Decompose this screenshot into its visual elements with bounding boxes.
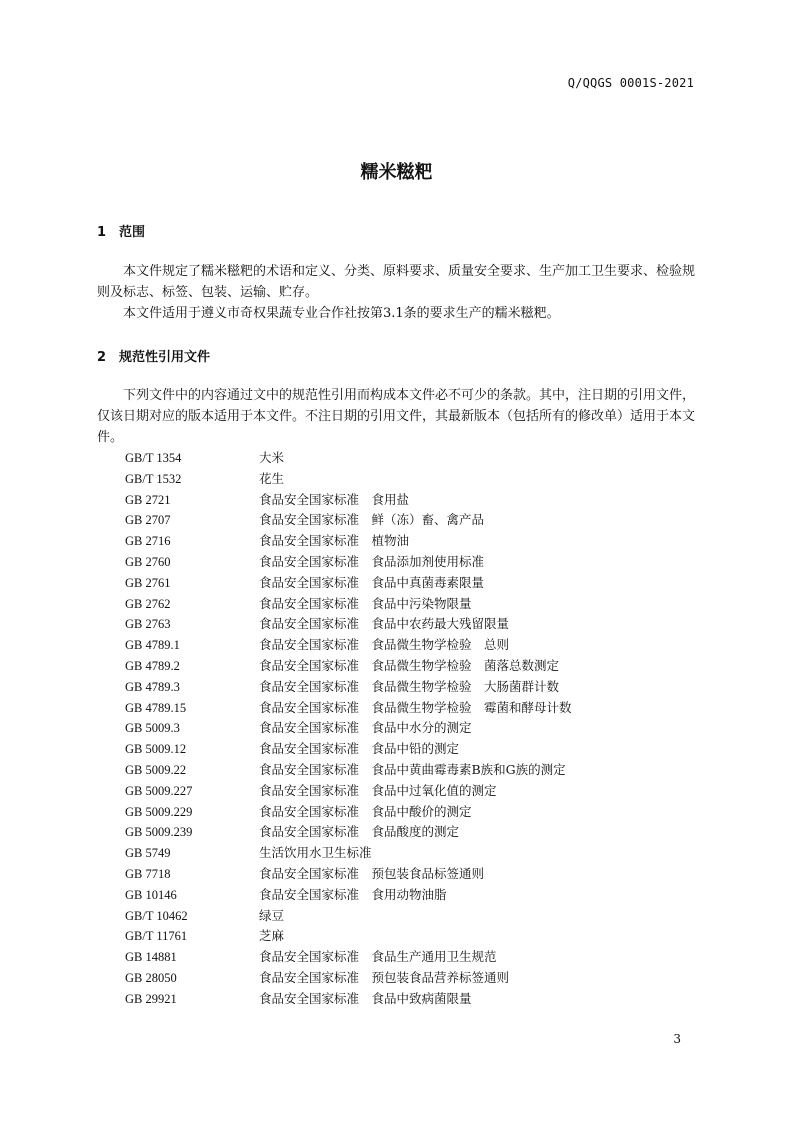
reference-code: GB 2762 [125,596,171,611]
section-number: 1 [97,225,107,240]
reference-code: GB 4789.15 [125,700,187,715]
document-title: 糯米糍粑 [360,162,433,183]
reference-code: GB 14881 [125,950,177,965]
reference-row [125,614,695,635]
reference-row [125,739,695,760]
reference-row [125,531,695,552]
reference-title: 花生 [259,470,285,486]
page-number: 3 [673,1032,681,1046]
reference-title: 食品安全国家标准 食品中过氧化值的测定 [259,782,497,798]
reference-row [125,760,695,781]
reference-row [125,573,695,594]
reference-title: 食品安全国家标准 食品中黄曲霉毒素B族和G族的测定 [259,761,566,777]
reference-code: GB 10146 [125,887,177,902]
reference-row [125,510,695,531]
reference-code: GB 2721 [125,492,171,507]
paragraph: 本文件规定了糯米糍粑的术语和定义、分类、原料要求、质量安全要求、生产加工卫生要求、检验规则及标志、标签、包装、运输、贮存。 [97,264,696,300]
reference-row [125,864,695,885]
reference-code: GB 29921 [125,991,177,1006]
reference-code: GB/T 11761 [125,929,188,944]
paragraph: 本文件适用于遵义市奇权果蔬专业合作社按第3.1条的要求生产的糯米糍粑。 [123,306,560,321]
reference-title: 食品安全国家标准 食品微生物学检验 大肠菌群计数 [259,678,560,694]
reference-code: GB 4789.2 [125,658,180,673]
reference-row [125,677,695,698]
section-2-body [97,385,695,448]
reference-row [125,802,695,823]
reference-row [125,906,695,927]
reference-title: 食品安全国家标准 食品微生物学检验 霉菌和酵母计数 [259,699,572,715]
reference-code: GB/T 1532 [125,471,182,486]
reference-code: GB 28050 [125,970,177,985]
reference-code: GB 5009.229 [125,804,193,819]
reference-row [125,635,695,656]
reference-title: 食品安全国家标准 食品中农药最大残留限量 [259,616,510,632]
paragraph: 下列文件中的内容通过文中的规范性引用而构成本文件必不可少的条款。其中，注日期的引用文件，仅该日期对应的版本适用于本文件。不注日期的引用文件，其最新版本（包括所有的修改单）适用于本文件。 [97,388,696,445]
reference-title: 食品安全国家标准 食用动物油脂 [259,886,447,902]
reference-list [125,448,695,1010]
section-title: 规范性引用文件 [119,350,211,365]
reference-code: GB 2716 [125,534,171,549]
reference-title: 食品安全国家标准 食品中真菌毒素限量 [259,574,485,590]
reference-row [125,656,695,677]
reference-title: 芝麻 [259,928,285,944]
reference-code: GB 2761 [125,575,171,590]
reference-code: GB/T 10462 [125,908,188,923]
section-number: 2 [97,350,107,365]
reference-title: 绿豆 [259,907,285,923]
reference-code: GB 2760 [125,554,171,569]
reference-code: GB 7718 [125,866,171,881]
section-2-heading [97,346,210,365]
reference-title: 食品安全国家标准 鲜（冻）畜、禽产品 [259,512,485,528]
reference-title: 食品安全国家标准 食品微生物学检验 菌落总数测定 [259,657,560,673]
reference-row [125,594,695,615]
reference-code: GB 2763 [125,617,171,632]
reference-row [125,926,695,947]
reference-title: 食品安全国家标准 食品中酸价的测定 [259,803,472,819]
reference-code: GB 2707 [125,513,171,528]
reference-code: GB 5009.239 [125,825,193,840]
section-title: 范围 [119,225,146,240]
reference-title: 食品安全国家标准 食用盐 [259,491,410,507]
reference-row [125,490,695,511]
reference-row [125,448,695,469]
reference-title: 食品安全国家标准 食品添加剂使用标准 [259,553,485,569]
reference-row [125,781,695,802]
reference-title: 食品安全国家标准 食品中水分的测定 [259,720,472,736]
section-1-body [97,261,695,324]
reference-title: 食品安全国家标准 食品生产通用卫生规范 [259,949,497,965]
reference-title: 食品安全国家标准 植物油 [259,533,410,549]
reference-row [125,718,695,739]
section-1-heading [97,221,145,240]
reference-code: GB 4789.1 [125,638,180,653]
reference-row [125,989,695,1010]
reference-code: GB 5749 [125,846,171,861]
reference-row [125,947,695,968]
reference-row [125,968,695,989]
reference-row [125,552,695,573]
reference-title: 食品安全国家标准 食品中污染物限量 [259,595,472,611]
reference-code: GB/T 1354 [125,451,182,465]
standard-code: Q/QQGS 0001S-2021 [567,76,694,90]
reference-title: 食品安全国家标准 食品中铅的测定 [259,741,460,757]
reference-row [125,822,695,843]
reference-row [125,843,695,864]
reference-title: 食品安全国家标准 食品微生物学检验 总则 [259,637,510,653]
reference-code: GB 5009.227 [125,783,193,798]
reference-title: 食品安全国家标准 食品中致病菌限量 [259,990,472,1006]
reference-title: 食品安全国家标准 预包装食品营养标签通则 [259,969,510,985]
reference-row [125,885,695,906]
reference-title: 大米 [259,450,285,465]
reference-row [125,469,695,490]
reference-title: 生活饮用水卫生标准 [259,845,372,861]
reference-code: GB 5009.22 [125,762,187,777]
reference-code: GB 5009.12 [125,742,187,757]
reference-code: GB 4789.3 [125,679,180,694]
reference-row [125,698,695,719]
reference-title: 食品安全国家标准 食品酸度的测定 [259,824,460,840]
reference-code: GB 5009.3 [125,721,180,736]
reference-title: 食品安全国家标准 预包装食品标签通则 [259,865,485,881]
